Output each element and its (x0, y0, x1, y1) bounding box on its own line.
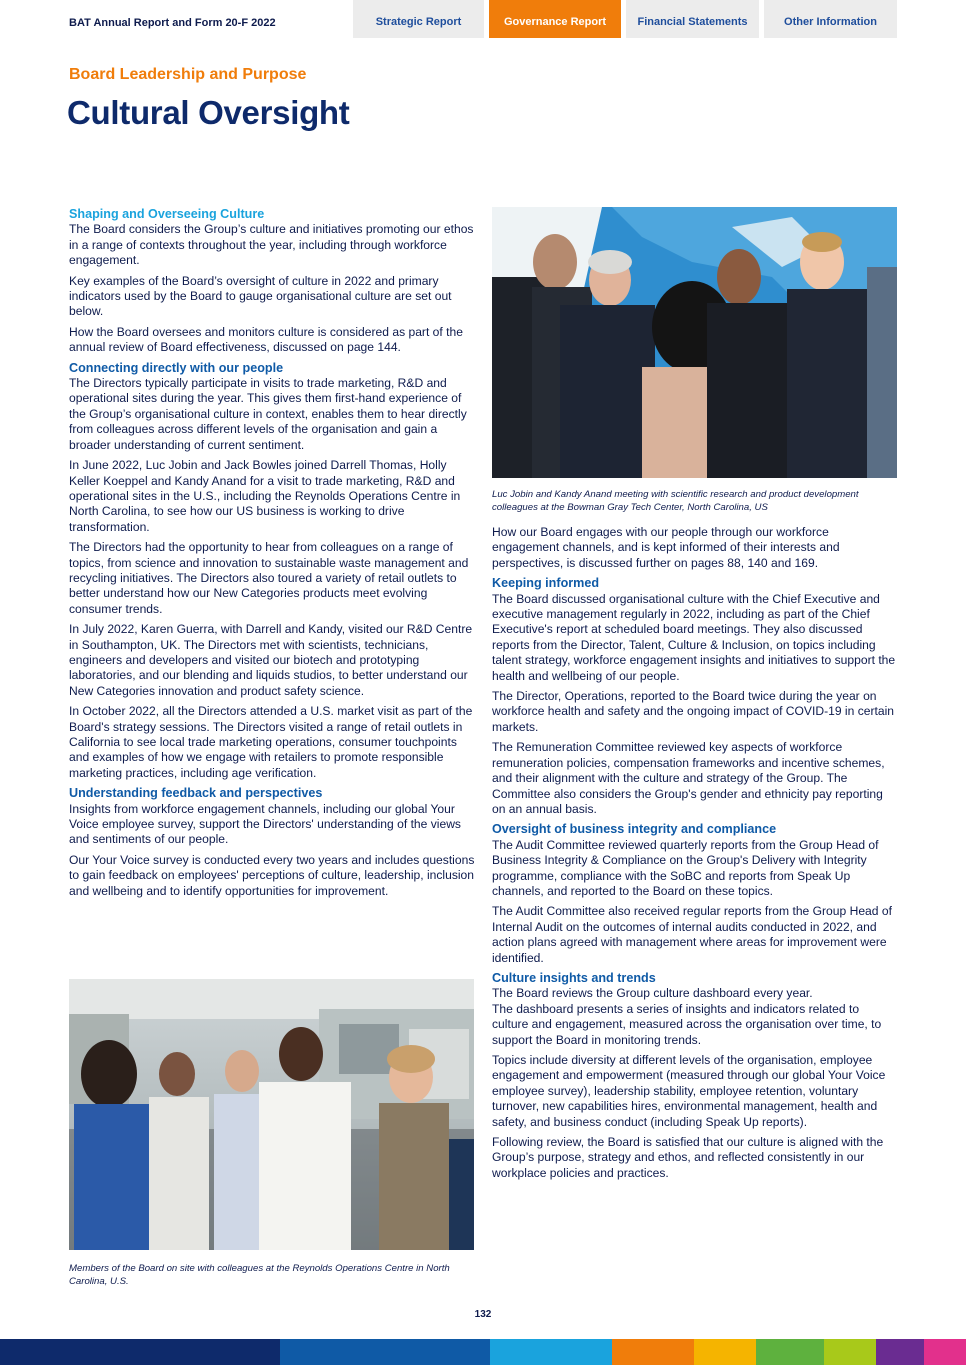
left-photo-caption: Members of the Board on site with colleagues at the Reynolds Operations Centre in North Carolina, U.S. (69, 1263, 450, 1287)
heading-connecting: Connecting directly with our people (69, 360, 284, 375)
paragraph: Following review, the Board is satisfied that our culture is aligned with the Group’s purpose, strategy and ethos, and reflected consistently in our workplace policies and practices. (492, 1135, 884, 1180)
color-segment (756, 1339, 824, 1365)
paragraph: The Board discussed organisational culture with the Chief Executive and executive management regularly in 2022, including as part of the Chief Executive's report at scheduled board meetings. They also discussed reports from the Director, Talent, Culture & Inclusion, on topics including talent strategy, workforce engagement insights and initiatives to support the health and wellbeing of our people. (492, 591, 896, 683)
factory-visit-photo (69, 979, 474, 1250)
heading-business-integrity: Oversight of business integrity and compliance (492, 822, 777, 837)
paragraph: In July 2022, Karen Guerra, with Darrell and Kandy, visited our R&D Centre in Southampton, UK. The Directors met with scientists, technicians, engineers and developers and visited our biotech and prototyping laboratories, and our blending and liquids studios, to better understand our New Categories innovation and product safety science. (69, 622, 473, 698)
report-title: BAT Annual Report and Form 20-F 2022 (69, 17, 276, 29)
meeting-photo (492, 207, 897, 478)
brand-color-bar (0, 1339, 966, 1365)
paragraph: The Directors typically participate in visits to trade marketing, R&D and operational sites during the year. This gives them first-hand experience of the Group’s organisational culture in context, enables them to hear directly from colleagues across different levels of the organisation and gain a broader understanding of current sentiment. (69, 376, 467, 452)
paragraph: The dashboard presents a series of insights and indicators related to culture and engagement, measured across the organisation over time, to support the Board in monitoring trends. (492, 1001, 882, 1047)
section-label: Board Leadership and Purpose (69, 66, 307, 83)
paragraph: How our Board engages with our people through our workforce engagement channels, and is kept informed of their interests and perspectives, is discussed further on pages 88, 140 and 169. (492, 525, 840, 570)
heading-shaping-culture: Shaping and Overseeing Culture (69, 207, 265, 221)
color-segment (876, 1339, 924, 1365)
paragraph: Topics include diversity at different levels of the organisation, employee engagement and empowerment (measured through our global Your Voice employee survey), leadership stability, employee retention, voluntary turnover, new capabilities hires, environmental management, health and safety, and business conduct (including Speak Up reports). (492, 1053, 886, 1129)
page-number: 132 (474, 1309, 492, 1320)
paragraph: The Director, Operations, reported to the Board twice during the year on workforce health and safety and the ongoing impact of COVID-19 in certain markets. (492, 689, 895, 734)
paragraph: The Audit Committee also received regular reports from the Group Head of Internal Audit on the outcomes of internal audits conducted in 2022, and action plans agreed with management where areas for improvement were identified. (492, 904, 892, 965)
paragraph: The Remuneration Committee reviewed key aspects of workforce remuneration policies, compensation frameworks and incentive schemes, and their alignment with the culture and strategy of the Group. The Committee also considers the Group's gender and ethnicity pay reporting on an annual basis. (492, 740, 885, 816)
paragraph: In June 2022, Luc Jobin and Jack Bowles joined Darrell Thomas, Holly Keller Koeppel and Kandy Anand for a visit to trade marketing, R&D and operational sites in the U.S., including the Reynolds Operations Centre in North Carolina, to see how our US business is working to drive transformation. (69, 458, 461, 534)
paragraph: Key examples of the Board’s oversight of culture in 2022 and primary indicators used by the Board to gauge organisational culture are set out below. (69, 273, 452, 319)
page-title: Cultural Oversight (67, 94, 350, 131)
heading-feedback: Understanding feedback and perspectives (69, 786, 323, 801)
left-column (69, 206, 475, 904)
paragraph: The Directors had the opportunity to hear from colleagues on a range of topics, from science and innovation to sustainable waste management and recycling initiatives. The Directors also toured a variety of retail outlets to better understand how our New Categories products meet evolving consumer trends. (69, 540, 469, 616)
heading-culture-insights: Culture insights and trends (492, 970, 656, 985)
right-photo-caption: Luc Jobin and Kandy Anand meeting with scientific research and product development colleagues at the Bowman Gray Tech Center, North Carolina, US (492, 489, 859, 513)
tab-governance-report[interactable]: Governance Report (489, 0, 621, 38)
heading-keeping-informed: Keeping informed (492, 576, 600, 591)
paragraph: Our Your Voice survey is conducted every two years and includes questions to gain feedback on employees' perceptions of culture, leadership, inclusion and wellbeing and to identify opportunities for improvement. (69, 852, 475, 898)
paragraph: How the Board oversees and monitors culture is considered as part of the annual review of Board effectiveness, discussed on page 144. (69, 324, 463, 355)
tab-strategic-report[interactable]: Strategic Report (353, 0, 484, 38)
paragraph: The Board reviews the Group culture dashboard every year. (492, 986, 813, 1001)
paragraph: The Audit Committee reviewed quarterly reports from the Group Head of Business Integrity & Compliance on the Group's Delivery with Integrity programme, compliance with the SoBC and reports from Speak Up channels, and reported to the Board on these topics. (492, 837, 879, 898)
color-segment (490, 1339, 612, 1365)
paragraph: Insights from workforce engagement channels, including our global Your Voice employee survey, support the Directors' understanding of the views and sentiments of our people. (69, 801, 461, 847)
tab-financial-statements[interactable]: Financial Statements (626, 0, 759, 38)
paragraph: In October 2022, all the Directors attended a U.S. market visit as part of the Board's strategy sessions. The Directors visited a range of retail outlets in California to see local trade marketing operations, consumer touchpoints and examples of how we engage with retailers to promote responsible marketing practices, including age verification. (69, 704, 473, 780)
right-column (492, 525, 898, 1186)
color-segment (612, 1339, 694, 1365)
color-segment (280, 1339, 490, 1365)
color-segment (824, 1339, 876, 1365)
color-segment (924, 1339, 966, 1365)
color-segment (694, 1339, 756, 1365)
paragraph: The Board considers the Group’s culture and initiatives promoting our ethos in a range of contexts throughout the year, including through workforce engagement. (69, 222, 474, 268)
color-segment (0, 1339, 280, 1365)
tab-other-information[interactable]: Other Information (764, 0, 897, 38)
